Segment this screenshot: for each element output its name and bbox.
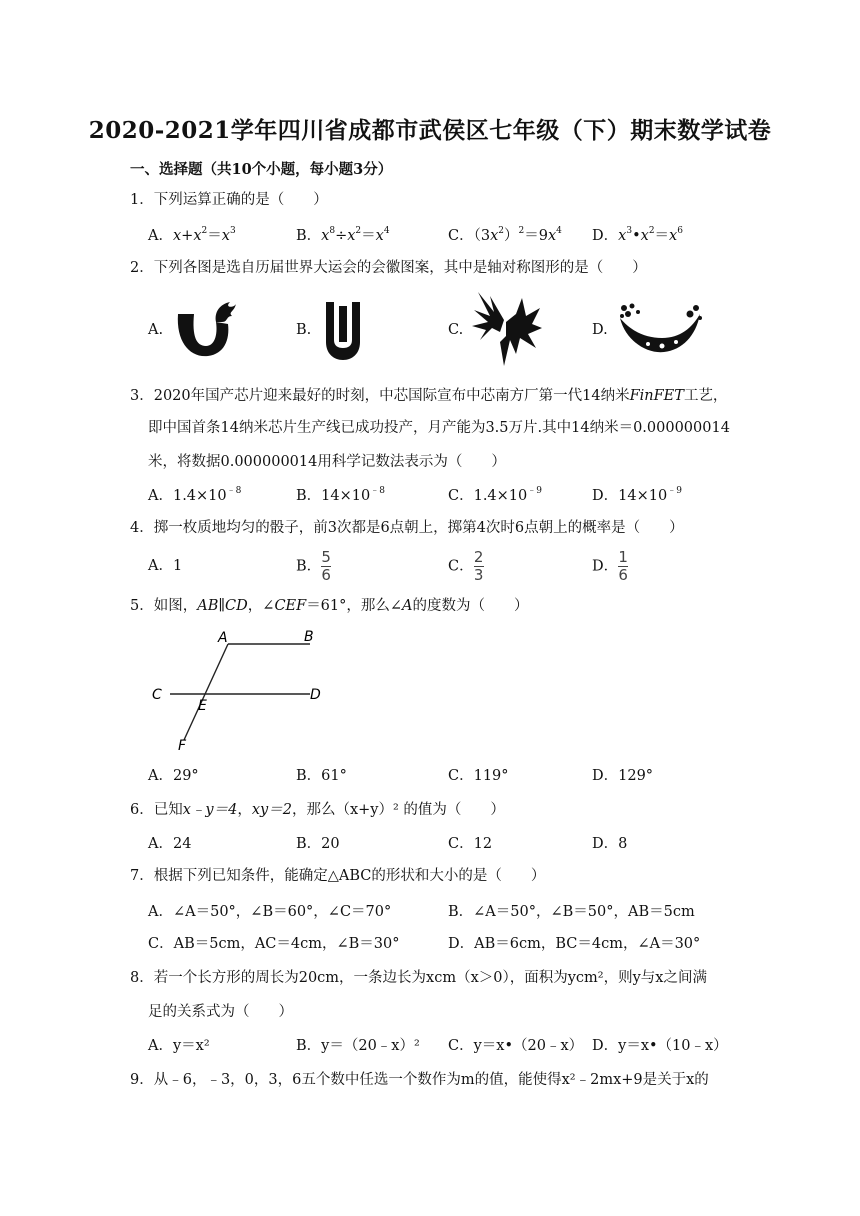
q6-option-c: C．12 (448, 836, 493, 852)
emblem-c-image (470, 292, 542, 366)
q2-option-a-label: A. (148, 322, 164, 338)
q7-option-a: A．∠A＝50°，∠B＝60°，∠C＝70° (148, 904, 392, 920)
q6-option-b: B．20 (296, 836, 340, 852)
question-9-stem: 9．从﹣6，﹣3，0，3，6五个数中任选一个数作为m的值，能使得x²﹣2mx+9是关于x的 (130, 1072, 709, 1088)
question-3-line-1: 3．2020年国产芯片迎来最好的时刻，中芯国际宣布中芯南方厂第一代14纳米FinFET工艺， (130, 388, 728, 404)
q4-option-b: B． $\frac{5}{6}$ (296, 548, 331, 584)
q1-option-a: A．$x+x^2=x^3$ (148, 226, 236, 244)
q8-option-c: C．y＝x•（20﹣x） (448, 1038, 584, 1054)
q5-option-a: A．29° (148, 768, 199, 784)
q3-option-d: D．$14\times 10^{﹣9}$ (592, 486, 682, 504)
question-3-line-2: 即中国首条14纳米芯片生产线已成功投产，月产能为3.5万片.其中14纳米＝0.000000014 (148, 420, 730, 436)
question-8-line-2: 足的关系式为（ ） (148, 1004, 293, 1020)
point-label-a: A (218, 630, 228, 646)
question-5-stem: 5．如图，AB∥CD，∠CEF＝61°，那么∠A的度数为（ ） (130, 598, 529, 614)
q7-option-c: C．AB＝5cm，AC＝4cm，∠B＝30° (148, 936, 400, 952)
q4-option-c: C． $\frac{2}{3}$ (448, 548, 484, 584)
question-4-stem: 4．掷一枚质地均匀的骰子，前3次都是6点朝上，掷第4次时6点朝上的概率是（ ） (130, 520, 684, 536)
geometry-figure (150, 626, 330, 754)
question-3-line-3: 米，将数据0.000000014用科学记数法表示为（ ） (148, 454, 506, 470)
q7-option-d: D．AB＝6cm，BC＝4cm，∠A＝30° (448, 936, 701, 952)
q1-option-d: D．$x^3•x^2=x^6$ (592, 226, 683, 244)
fraction-1-6: $\frac{1}{6}$ (618, 548, 628, 584)
point-label-e: E (198, 698, 207, 714)
question-7-stem: 7．根据下列已知条件，能确定△ABC的形状和大小的是（ ） (130, 868, 546, 884)
q3-option-b: B．$14\times 10^{﹣8}$ (296, 486, 385, 504)
question-8-line-1: 8．若一个长方形的周长为20cm，一条边长为xcm（x＞0），面积为ycm²，则y与x之间满 (130, 970, 707, 986)
section-heading: 一、选择题（共10个小题，每小题3分） (130, 161, 393, 178)
q1-option-c: C．$(3x^2)^2=9x^4$ (448, 226, 562, 244)
q8-option-a: A．y＝x² (148, 1038, 210, 1054)
q2-option-d-label: D. (592, 322, 608, 338)
fraction-2-3: $\frac{2}{3}$ (473, 548, 484, 584)
point-label-d: D (310, 687, 321, 703)
point-label-c: C (152, 687, 162, 703)
emblem-d-image (618, 302, 702, 356)
q8-option-b: B．y＝（20﹣x）² (296, 1038, 420, 1054)
question-1-stem: 1．下列运算正确的是（ ） (130, 192, 328, 208)
fraction-5-6: $\frac{5}{6}$ (321, 548, 331, 584)
emblem-a-image (172, 300, 238, 362)
q4-option-d: D． $\frac{1}{6}$ (592, 548, 628, 584)
emblem-b-image (322, 302, 364, 360)
point-label-b: B (304, 629, 314, 645)
q2-option-c-label: C. (448, 322, 464, 338)
q3-option-c: C．$1.4\times 10^{﹣9}$ (448, 486, 542, 504)
q5-option-b: B．61° (296, 768, 347, 784)
q3-option-a: A．$1.4\times 10^{﹣8}$ (148, 486, 242, 504)
point-label-f: F (178, 738, 187, 754)
q2-option-b-label: B. (296, 322, 312, 338)
question-6-stem: 6．已知x﹣y＝4，xy＝2，那么（x+y）² 的值为（ ） (130, 802, 505, 818)
page-title: 2020-2021学年四川省成都市武侯区七年级（下）期末数学试卷 (88, 117, 772, 144)
q8-option-d: D．y＝x•（10﹣x） (592, 1038, 728, 1054)
q6-option-a: A．24 (148, 836, 192, 852)
q5-option-d: D．129° (592, 768, 654, 784)
q4-option-a: A．1 (148, 558, 183, 574)
q7-option-b: B．∠A＝50°，∠B＝50°，AB＝5cm (448, 904, 695, 920)
q5-option-c: C．119° (448, 768, 509, 784)
q1-option-b: B．$x^8\div x^2=x^4$ (296, 226, 390, 244)
q6-option-d: D．8 (592, 836, 628, 852)
question-2-stem: 2．下列各图是选自历届世界大运会的会徽图案，其中是轴对称图形的是（ ） (130, 260, 647, 276)
